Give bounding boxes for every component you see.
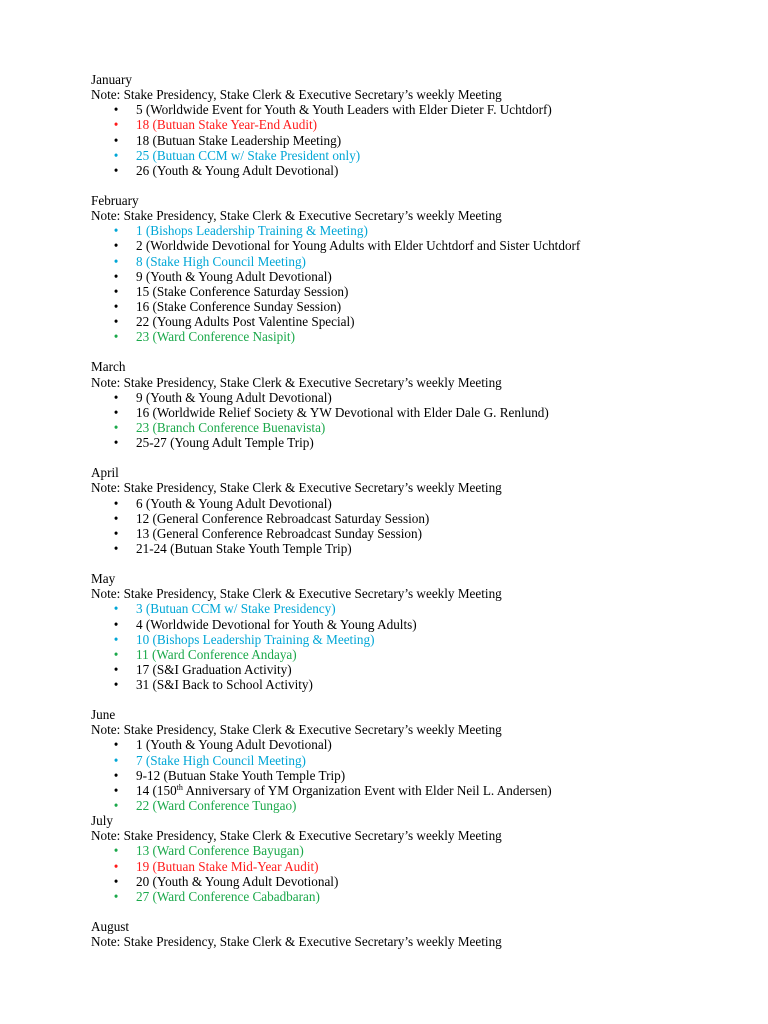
event-item	[0, 238, 768, 253]
event-item	[0, 284, 768, 299]
event-text: 21-24 (Butuan Stake Youth Temple Trip)	[136, 540, 352, 556]
event-item	[0, 223, 768, 238]
event-item	[0, 737, 768, 752]
bullet-icon: •	[113, 858, 119, 874]
event-item	[0, 874, 768, 889]
event-text: 17 (S&I Graduation Activity)	[136, 661, 292, 677]
event-text: 18 (Butuan Stake Leadership Meeting)	[136, 132, 342, 148]
event-text: 11 (Ward Conference Andaya)	[136, 646, 297, 662]
event-item	[0, 405, 768, 420]
bullet-icon: •	[113, 268, 119, 284]
weekly-meeting-note: Note: Stake Presidency, Stake Clerk & Executive Secretary’s weekly Meeting	[91, 586, 502, 602]
bullet-icon: •	[113, 782, 119, 798]
event-text: 14 (150	[136, 782, 177, 798]
event-list	[0, 102, 768, 178]
event-item	[0, 526, 768, 541]
event-item	[0, 420, 768, 435]
event-item	[0, 163, 768, 178]
bullet-icon: •	[113, 888, 119, 904]
bullet-icon: •	[113, 873, 119, 889]
event-text: 1 (Youth & Young Adult Devotional)	[136, 737, 332, 753]
bullet-icon: •	[113, 601, 119, 617]
event-item	[0, 798, 768, 813]
event-text: 25 (Butuan CCM w/ Stake President only)	[136, 147, 361, 163]
month-heading: April	[91, 465, 119, 481]
event-item	[0, 117, 768, 132]
event-item	[0, 677, 768, 692]
event-text: 2 (Worldwide Devotional for Young Adults with Elder Uchtdorf and Sister Uchtdorf	[136, 238, 581, 254]
event-item	[0, 617, 768, 632]
bullet-icon: •	[113, 798, 119, 814]
bullet-icon: •	[113, 540, 119, 556]
event-text: 23 (Ward Conference Nasipit)	[136, 329, 295, 345]
bullet-icon: •	[113, 132, 119, 148]
event-item	[0, 511, 768, 526]
bullet-icon: •	[113, 767, 119, 783]
event-text: 16 (Stake Conference Sunday Session)	[136, 298, 342, 314]
event-text: 12 (General Conference Rebroadcast Saturday Session)	[136, 510, 430, 526]
bullet-icon: •	[113, 147, 119, 163]
weekly-meeting-note: Note: Stake Presidency, Stake Clerk & Executive Secretary’s weekly Meeting	[91, 722, 502, 738]
event-item	[0, 299, 768, 314]
weekly-meeting-note: Note: Stake Presidency, Stake Clerk & Executive Secretary’s weekly Meeting	[91, 828, 502, 844]
month-section-january	[0, 72, 768, 178]
bullet-icon: •	[113, 162, 119, 178]
event-text: 18 (Butuan Stake Year-End Audit)	[136, 117, 318, 133]
month-section-february	[0, 193, 768, 344]
month-heading: January	[91, 72, 133, 87]
month-section-march	[0, 359, 768, 450]
bullet-icon: •	[113, 510, 119, 526]
bullet-icon: •	[113, 525, 119, 541]
bullet-icon: •	[113, 283, 119, 299]
bullet-icon: •	[113, 314, 119, 330]
event-text: 26 (Youth & Young Adult Devotional)	[136, 162, 339, 178]
month-section-april	[0, 465, 768, 556]
bullet-icon: •	[113, 253, 119, 269]
bullet-icon: •	[113, 238, 119, 254]
bullet-icon: •	[113, 419, 119, 435]
event-text: 5 (Worldwide Event for Youth & Youth Leaders with Elder Dieter F. Uchtdorf)	[136, 102, 552, 118]
bullet-icon: •	[113, 404, 119, 420]
event-text: 10 (Bishops Leadership Training & Meeting)	[136, 631, 375, 647]
bullet-icon: •	[113, 329, 119, 345]
month-heading: May	[91, 571, 116, 587]
event-item	[0, 390, 768, 405]
event-text: 13 (Ward Conference Bayugan)	[136, 843, 304, 859]
event-text: 27 (Ward Conference Cabadbaran)	[136, 888, 320, 904]
month-heading: August	[91, 919, 130, 935]
bullet-icon: •	[113, 102, 119, 118]
event-text: 22 (Ward Conference Tungao)	[136, 798, 297, 814]
bullet-icon: •	[113, 752, 119, 768]
event-item	[0, 859, 768, 874]
month-section-may	[0, 571, 768, 692]
month-heading: June	[91, 707, 116, 723]
bullet-icon: •	[113, 495, 119, 511]
weekly-meeting-note: Note: Stake Presidency, Stake Clerk & Executive Secretary’s weekly Meeting	[91, 934, 502, 950]
bullet-icon: •	[113, 435, 119, 451]
event-text: 15 (Stake Conference Saturday Session)	[136, 283, 349, 299]
event-item	[0, 601, 768, 616]
weekly-meeting-note: Note: Stake Presidency, Stake Clerk & Executive Secretary’s weekly Meeting	[91, 480, 502, 496]
event-item	[0, 269, 768, 284]
event-item	[0, 254, 768, 269]
bullet-icon: •	[113, 631, 119, 647]
month-heading: July	[91, 813, 113, 829]
bullet-icon: •	[113, 843, 119, 859]
event-item	[0, 496, 768, 511]
bullet-icon: •	[113, 677, 119, 693]
event-list	[0, 843, 768, 904]
event-text: 23 (Branch Conference Buenavista)	[136, 419, 326, 435]
bullet-icon: •	[113, 389, 119, 405]
event-text: 20 (Youth & Young Adult Devotional)	[136, 873, 339, 889]
event-text: 13 (General Conference Rebroadcast Sunday Session)	[136, 525, 423, 541]
month-section-august	[0, 919, 768, 949]
event-text: 6 (Youth & Young Adult Devotional)	[136, 495, 332, 511]
weekly-meeting-note: Note: Stake Presidency, Stake Clerk & Executive Secretary’s weekly Meeting	[91, 87, 502, 103]
bullet-icon: •	[113, 298, 119, 314]
month-section-july	[0, 813, 768, 904]
bullet-icon: •	[113, 616, 119, 632]
event-text: 31 (S&I Back to School Activity)	[136, 677, 313, 693]
event-item	[0, 662, 768, 677]
event-item	[0, 647, 768, 662]
bullet-icon: •	[113, 223, 119, 239]
month-heading: March	[91, 359, 126, 375]
event-item	[0, 329, 768, 344]
event-text-continued: Anniversary of YM Organization Event with Elder Neil L. Andersen)	[182, 782, 552, 798]
event-text: 7 (Stake High Council Meeting)	[136, 752, 306, 768]
event-item	[0, 541, 768, 556]
event-list	[0, 390, 768, 451]
event-list	[0, 601, 768, 692]
event-item	[0, 133, 768, 148]
event-item	[0, 314, 768, 329]
bullet-icon: •	[113, 661, 119, 677]
month-section-june	[0, 707, 768, 813]
event-list	[0, 737, 768, 813]
event-item	[0, 148, 768, 163]
bullet-icon: •	[113, 646, 119, 662]
event-item	[0, 783, 768, 798]
event-item	[0, 753, 768, 768]
weekly-meeting-note: Note: Stake Presidency, Stake Clerk & Executive Secretary’s weekly Meeting	[91, 208, 502, 224]
document-page	[0, 72, 768, 964]
event-item	[0, 102, 768, 117]
event-text: 1 (Bishops Leadership Training & Meeting)	[136, 223, 368, 239]
event-item	[0, 768, 768, 783]
event-item	[0, 843, 768, 858]
event-list	[0, 496, 768, 557]
event-item	[0, 632, 768, 647]
event-item	[0, 889, 768, 904]
event-text: 19 (Butuan Stake Mid-Year Audit)	[136, 858, 319, 874]
event-text: 9-12 (Butuan Stake Youth Temple Trip)	[136, 767, 346, 783]
event-text: 9 (Youth & Young Adult Devotional)	[136, 268, 332, 284]
bullet-icon: •	[113, 117, 119, 133]
event-text: 16 (Worldwide Relief Society & YW Devotional with Elder Dale G. Renlund)	[136, 404, 549, 420]
event-item	[0, 435, 768, 450]
event-text: 3 (Butuan CCM w/ Stake Presidency)	[136, 601, 336, 617]
event-text: 8 (Stake High Council Meeting)	[136, 253, 306, 269]
event-text: 9 (Youth & Young Adult Devotional)	[136, 389, 332, 405]
month-heading: February	[91, 192, 139, 208]
event-text: 4 (Worldwide Devotional for Youth & Young Adults)	[136, 616, 417, 632]
event-text: 22 (Young Adults Post Valentine Special)	[136, 314, 355, 330]
weekly-meeting-note: Note: Stake Presidency, Stake Clerk & Executive Secretary’s weekly Meeting	[91, 374, 502, 390]
bullet-icon: •	[113, 737, 119, 753]
event-text: 25-27 (Young Adult Temple Trip)	[136, 435, 314, 451]
event-list	[0, 223, 768, 344]
ordinal-suffix: th	[176, 782, 183, 792]
